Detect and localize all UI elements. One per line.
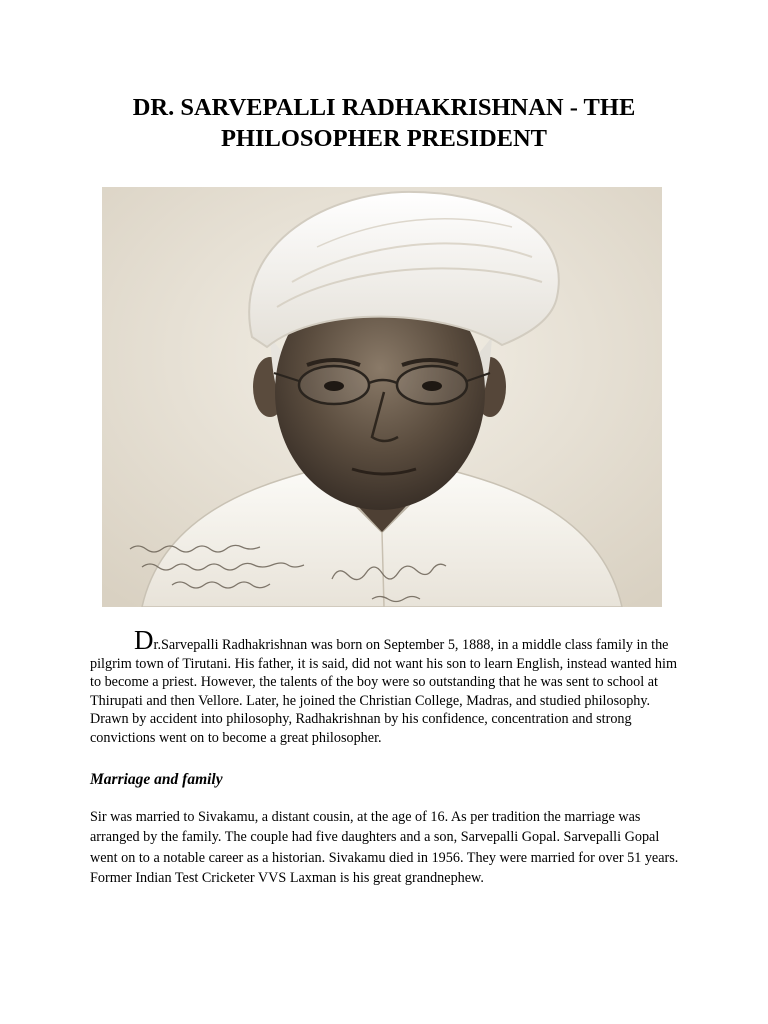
drop-cap: D	[134, 625, 154, 655]
intro-paragraph	[90, 625, 690, 748]
marriage-paragraph: Sir was married to Sivakamu, a distant cousin, at the age of 16. As per tradition the marriage was arranged by the family. The couple had five daughters and a son, Sarvepalli Gopal. Sarvepalli Gopal went on to a notable career as a historian. Sivakamu died in 1956. They were married for over 51 years. Former Indian Test Cricketer VVS Laxman is his great grandnephew.	[90, 809, 679, 886]
page-title: DR. SARVEPALLI RADHAKRISHNAN - THE PHILOSOPHER PRESIDENT	[132, 94, 636, 152]
intro-text: r.Sarvepalli Radhakrishnan was born on September 5, 1888, in a middle class family in the pilgrim town of Tirutani. His father, it is said, did not want his son to learn English, instead wanted him to become a priest. However, the talents of the boy were so outstanding that he was sent to school at Thirupati and then Vellore. Later, he joined the Christian College, Madras, and studied philosophy. Drawn by accident into philosophy, Radhakrishnan by his confidence, concentration and strong convictions went on to become a great philosopher.	[90, 637, 677, 746]
portrait-photo	[102, 187, 662, 607]
section-heading: Marriage and family	[90, 771, 223, 788]
